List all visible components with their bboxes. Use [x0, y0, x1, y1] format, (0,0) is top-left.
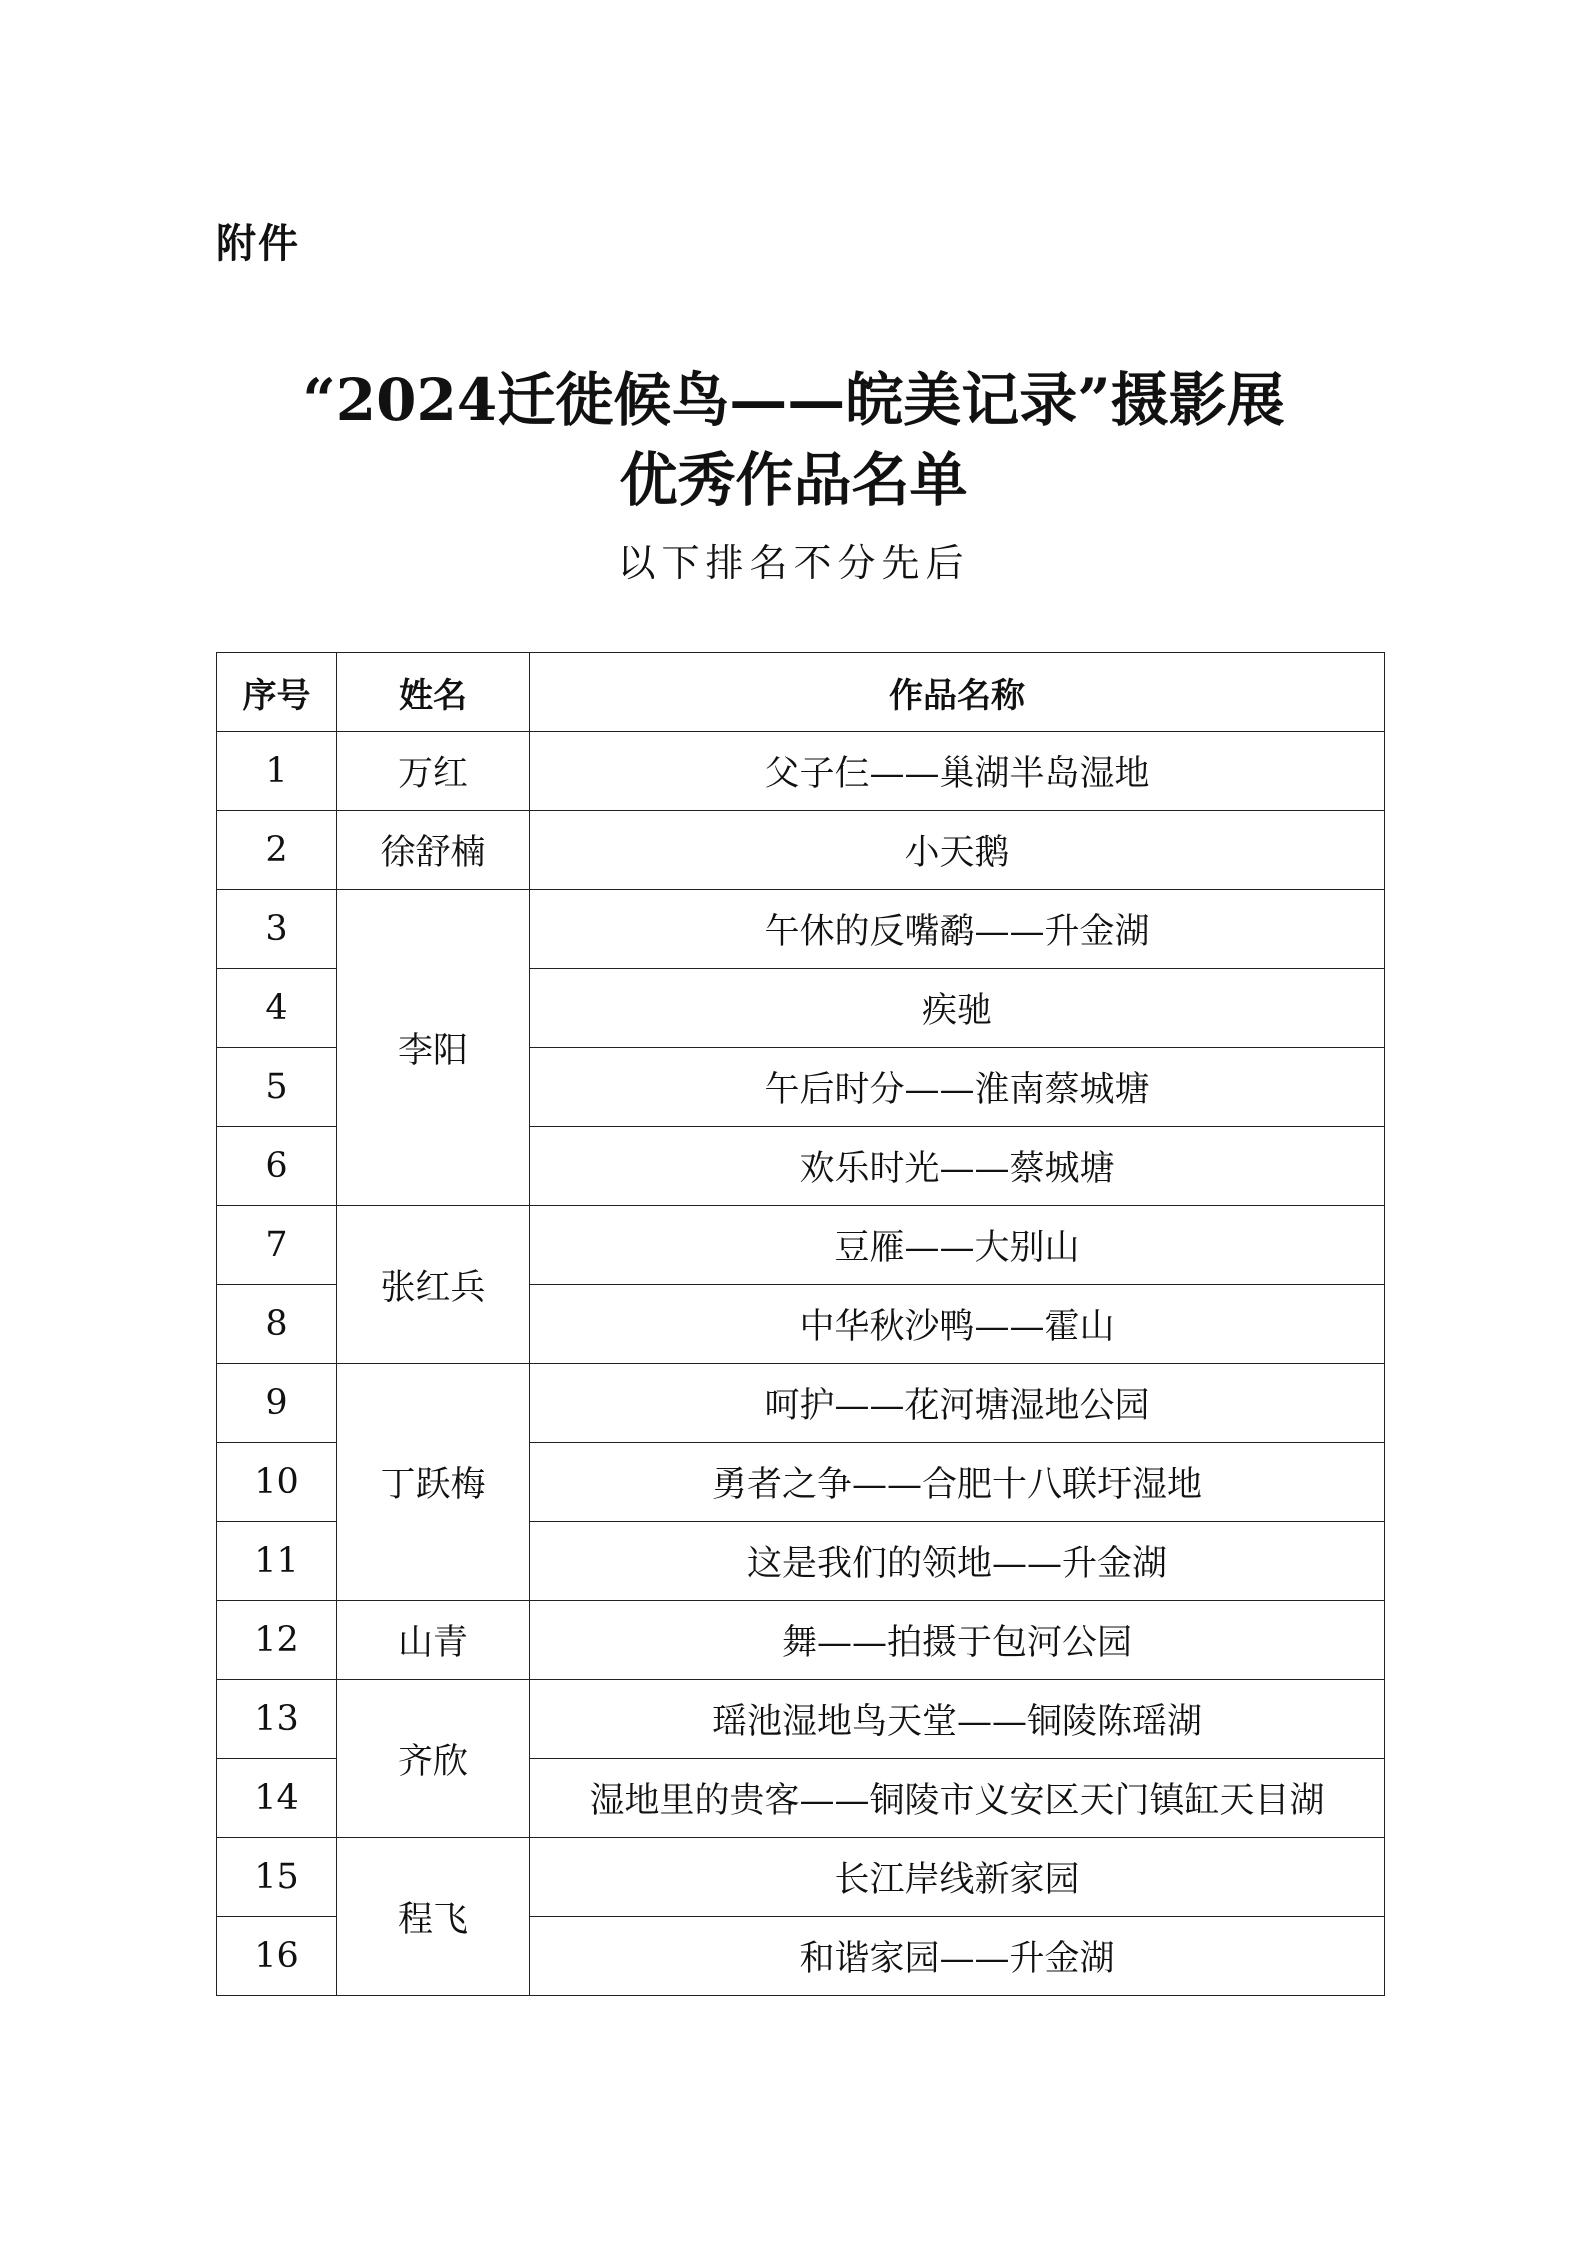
cell-no: 1	[217, 732, 337, 811]
cell-name: 丁跃梅	[337, 1364, 530, 1601]
cell-no: 4	[217, 969, 337, 1048]
cell-no: 12	[217, 1601, 337, 1680]
header-work: 作品名称	[530, 653, 1385, 732]
cell-no: 11	[217, 1522, 337, 1601]
cell-name: 程飞	[337, 1838, 530, 1996]
cell-no: 2	[217, 811, 337, 890]
cell-name: 山青	[337, 1601, 530, 1680]
cell-no: 14	[217, 1759, 337, 1838]
document-title-line1: “2024迁徙候鸟——皖美记录”摄影展	[302, 366, 1285, 434]
header-no: 序号	[217, 653, 337, 732]
cell-work: 欢乐时光——蔡城塘	[530, 1127, 1385, 1206]
cell-work: 勇者之争——合肥十八联圩湿地	[530, 1443, 1385, 1522]
cell-work: 父子仨——巢湖半岛湿地	[530, 732, 1385, 811]
cell-work: 和谐家园——升金湖	[530, 1917, 1385, 1996]
cell-work: 豆雁——大别山	[530, 1206, 1385, 1285]
cell-no: 13	[217, 1680, 337, 1759]
cell-no: 10	[217, 1443, 337, 1522]
cell-name: 张红兵	[337, 1206, 530, 1364]
cell-no: 5	[217, 1048, 337, 1127]
cell-name: 万红	[337, 732, 530, 811]
cell-work: 疾驰	[530, 969, 1385, 1048]
table-header-row	[217, 653, 1385, 732]
cell-work: 长江岸线新家园	[530, 1838, 1385, 1917]
cell-no: 6	[217, 1127, 337, 1206]
award-list-table	[216, 652, 1385, 1996]
cell-name: 徐舒楠	[337, 811, 530, 890]
cell-work: 小天鹅	[530, 811, 1385, 890]
document-title-line2: 优秀作品名单	[619, 446, 968, 514]
subtitle: 以下排名不分先后	[617, 541, 970, 585]
header-name: 姓名	[337, 653, 530, 732]
cell-no: 8	[217, 1285, 337, 1364]
table-row	[217, 1838, 1385, 1917]
cell-name: 李阳	[337, 890, 530, 1206]
cell-no: 16	[217, 1917, 337, 1996]
table-row	[217, 1601, 1385, 1680]
table-row	[217, 732, 1385, 811]
cell-no: 9	[217, 1364, 337, 1443]
cell-work: 午后时分——淮南蔡城塘	[530, 1048, 1385, 1127]
attachment-label: 附件	[216, 221, 300, 267]
cell-work: 中华秋沙鸭——霍山	[530, 1285, 1385, 1364]
table-row	[217, 1364, 1385, 1443]
cell-no: 15	[217, 1838, 337, 1917]
cell-name: 齐欣	[337, 1680, 530, 1838]
cell-no: 3	[217, 890, 337, 969]
cell-work: 呵护——花河塘湿地公园	[530, 1364, 1385, 1443]
cell-work: 午休的反嘴鹬——升金湖	[530, 890, 1385, 969]
table-row	[217, 890, 1385, 969]
table-row	[217, 1206, 1385, 1285]
cell-work: 湿地里的贵客——铜陵市义安区天门镇缸天目湖	[530, 1759, 1385, 1838]
cell-no: 7	[217, 1206, 337, 1285]
table-row	[217, 1680, 1385, 1759]
cell-work: 瑶池湿地鸟天堂——铜陵陈瑶湖	[530, 1680, 1385, 1759]
table-row	[217, 811, 1385, 890]
cell-work: 这是我们的领地——升金湖	[530, 1522, 1385, 1601]
cell-work: 舞——拍摄于包河公园	[530, 1601, 1385, 1680]
